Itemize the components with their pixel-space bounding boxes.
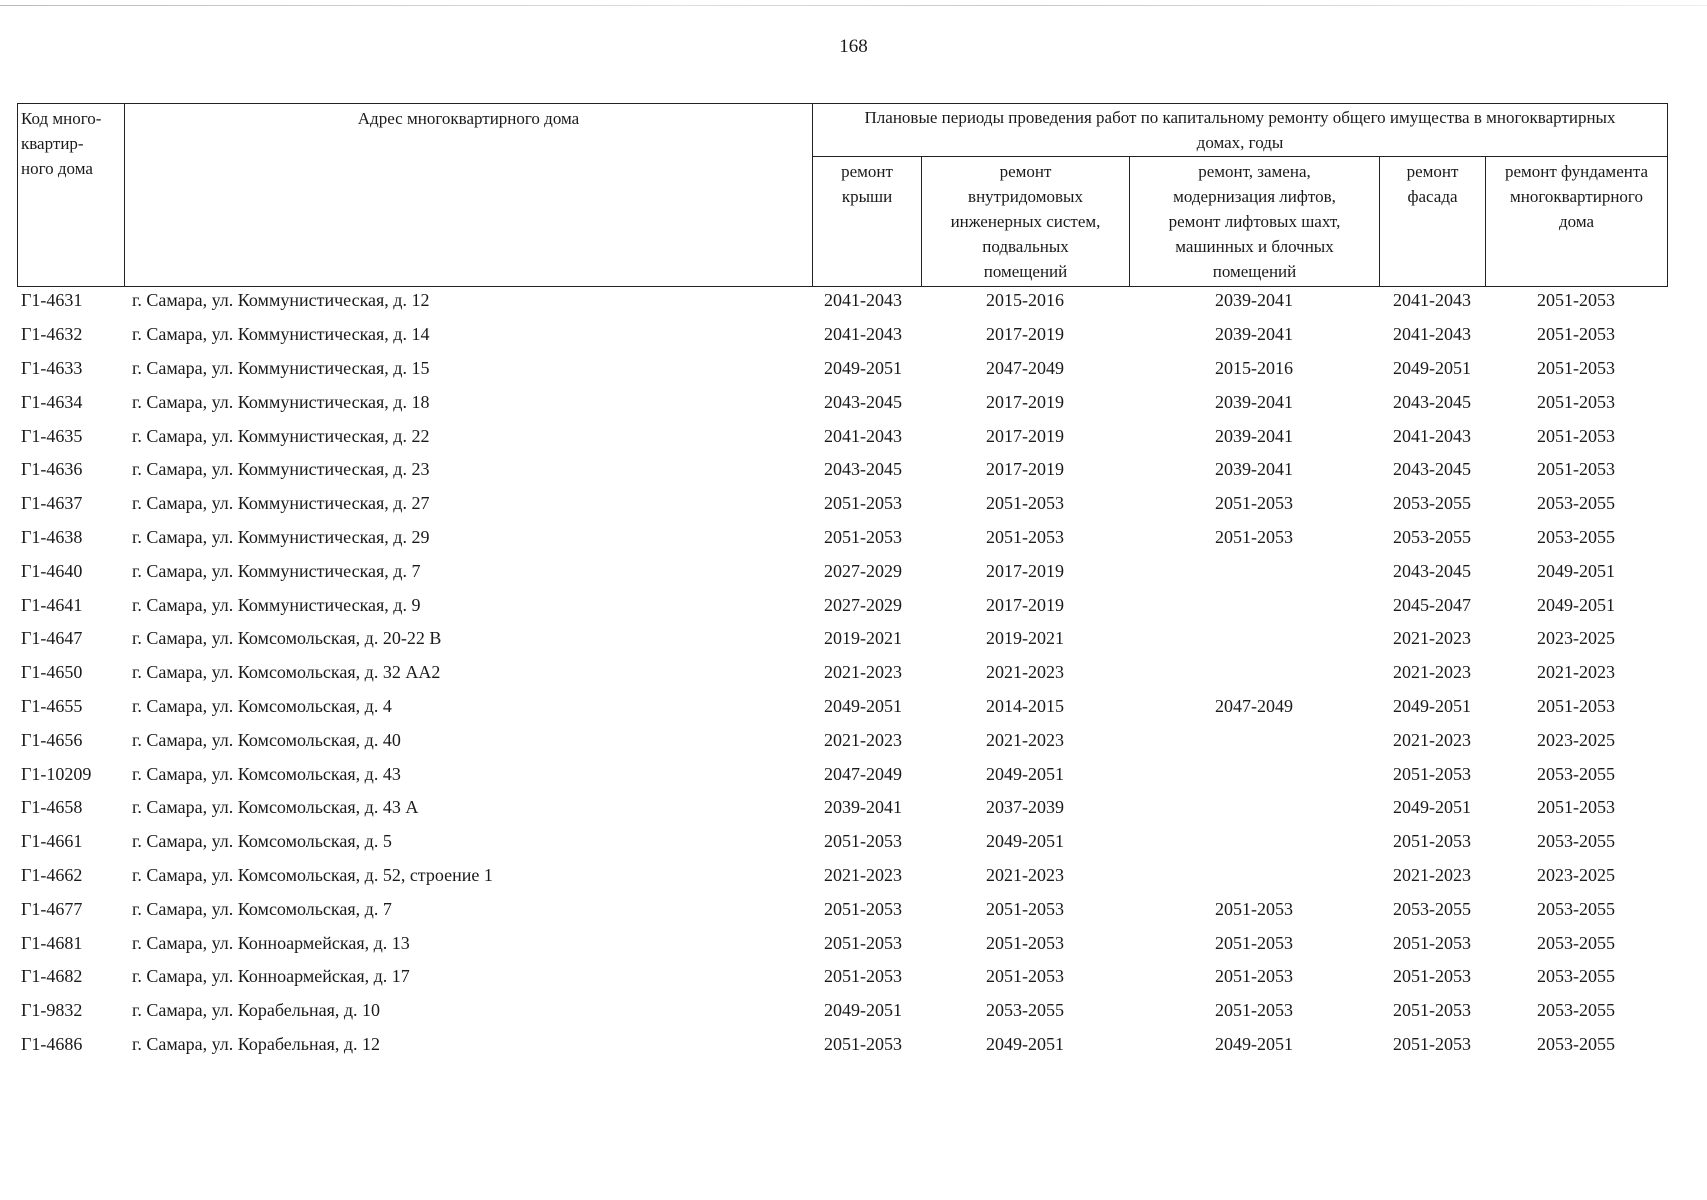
cell-elevators: 2051-2053 (1215, 1000, 1293, 1021)
cell-code: Г1-4641 (21, 594, 83, 615)
cell-address: г. Самара, ул. Комсомольская, д. 43 А (132, 797, 419, 818)
cell-code: Г1-4686 (21, 1033, 83, 1054)
cell-facade: 2053-2055 (1393, 493, 1471, 514)
cell-code: Г1-4631 (21, 290, 83, 311)
header-roof-label: ремонт крыши (841, 162, 893, 206)
header-periods-group (813, 104, 1668, 157)
cell-engineering: 2017-2019 (986, 560, 1064, 581)
cell-elevators: 2039-2041 (1215, 459, 1293, 480)
cell-code: Г1-4637 (21, 493, 83, 514)
cell-facade: 2043-2045 (1393, 391, 1471, 412)
cell-foundation: 2023-2025 (1537, 628, 1615, 649)
cell-facade: 2051-2053 (1393, 1000, 1471, 1021)
cell-code: Г1-4635 (21, 425, 83, 446)
cell-address: г. Самара, ул. Комсомольская, д. 4 (132, 695, 392, 716)
table-row (17, 284, 1667, 318)
cell-engineering: 2019-2021 (986, 628, 1064, 649)
cell-roof: 2041-2043 (824, 290, 902, 311)
header-facade (1380, 157, 1486, 287)
table-row (17, 1028, 1667, 1062)
cell-address: г. Самара, ул. Корабельная, д. 12 (132, 1033, 381, 1054)
cell-engineering: 2017-2019 (986, 459, 1064, 480)
cell-address: г. Самара, ул. Комсомольская, д. 32 АА2 (132, 662, 441, 683)
cell-address: г. Самара, ул. Комсомольская, д. 7 (132, 898, 392, 919)
table-row (17, 453, 1667, 487)
cell-facade: 2041-2043 (1393, 425, 1471, 446)
cell-elevators: 2015-2016 (1215, 357, 1293, 378)
cell-code: Г1-4636 (21, 459, 83, 480)
cell-roof: 2021-2023 (824, 864, 902, 885)
cell-roof: 2039-2041 (824, 797, 902, 818)
header-code-label: Код много- квартир- ного дома (21, 109, 102, 178)
table-row (17, 723, 1667, 757)
cell-facade: 2053-2055 (1393, 526, 1471, 547)
cell-roof: 2049-2051 (824, 1000, 902, 1021)
cell-code: Г1-4677 (21, 898, 83, 919)
cell-engineering: 2017-2019 (986, 594, 1064, 615)
table-row (17, 960, 1667, 994)
cell-code: Г1-4650 (21, 662, 83, 683)
cell-elevators: 2051-2053 (1215, 932, 1293, 953)
cell-engineering: 2051-2053 (986, 966, 1064, 987)
table-row (17, 825, 1667, 859)
cell-facade: 2021-2023 (1393, 729, 1471, 750)
table-row (17, 757, 1667, 791)
cell-engineering: 2051-2053 (986, 898, 1064, 919)
header-engineering (922, 157, 1130, 287)
cell-code: Г1-4682 (21, 966, 83, 987)
cell-engineering: 2014-2015 (986, 695, 1064, 716)
cell-engineering: 2051-2053 (986, 526, 1064, 547)
cell-facade: 2051-2053 (1393, 763, 1471, 784)
cell-foundation: 2049-2051 (1537, 560, 1615, 581)
cell-code: Г1-4656 (21, 729, 83, 750)
table-body (17, 284, 1667, 1061)
cell-code: Г1-4658 (21, 797, 83, 818)
cell-facade: 2043-2045 (1393, 459, 1471, 480)
table-row (17, 994, 1667, 1028)
cell-engineering: 2051-2053 (986, 932, 1064, 953)
header-engineering-label: ремонт внутридомовых инженерных систем, подвальных помещений (950, 162, 1101, 281)
cell-foundation: 2053-2055 (1537, 763, 1615, 784)
cell-roof: 2041-2043 (824, 425, 902, 446)
cell-address: г. Самара, ул. Коммунистическая, д. 27 (132, 493, 430, 514)
cell-code: Г1-4638 (21, 526, 83, 547)
cell-roof: 2051-2053 (824, 966, 902, 987)
cell-facade: 2049-2051 (1393, 695, 1471, 716)
cell-code: Г1-4661 (21, 831, 83, 852)
cell-roof: 2027-2029 (824, 560, 902, 581)
cell-facade: 2051-2053 (1393, 966, 1471, 987)
scan-artifact-line (0, 5, 1707, 6)
cell-code: Г1-4681 (21, 932, 83, 953)
cell-address: г. Самара, ул. Комсомольская, д. 40 (132, 729, 401, 750)
cell-roof: 2021-2023 (824, 662, 902, 683)
cell-facade: 2021-2023 (1393, 628, 1471, 649)
cell-foundation: 2053-2055 (1537, 493, 1615, 514)
table-row (17, 554, 1667, 588)
cell-foundation: 2049-2051 (1537, 594, 1615, 615)
table-row (17, 419, 1667, 453)
cell-foundation: 2051-2053 (1537, 324, 1615, 345)
cell-elevators (1129, 656, 1379, 690)
cell-code: Г1-10209 (21, 763, 92, 784)
cell-foundation: 2051-2053 (1537, 459, 1615, 480)
cell-engineering: 2049-2051 (986, 1033, 1064, 1054)
cell-engineering: 2053-2055 (986, 1000, 1064, 1021)
table-row (17, 385, 1667, 419)
cell-address: г. Самара, ул. Комсомольская, д. 5 (132, 831, 392, 852)
cell-code: Г1-4655 (21, 695, 83, 716)
cell-roof: 2051-2053 (824, 1033, 902, 1054)
cell-roof: 2043-2045 (824, 459, 902, 480)
cell-facade: 2049-2051 (1393, 797, 1471, 818)
cell-foundation: 2051-2053 (1537, 391, 1615, 412)
header-elevators-label: ремонт, замена, модернизация лифтов, ремонт лифтовых шахт, машинных и блочных помещений (1168, 162, 1341, 281)
cell-code: Г1-4647 (21, 628, 83, 649)
cell-elevators: 2039-2041 (1215, 290, 1293, 311)
cell-engineering: 2049-2051 (986, 763, 1064, 784)
cell-roof: 2051-2053 (824, 831, 902, 852)
cell-facade: 2049-2051 (1393, 357, 1471, 378)
cell-roof: 2041-2043 (824, 324, 902, 345)
cell-roof: 2019-2021 (824, 628, 902, 649)
header-foundation (1486, 157, 1668, 287)
table-row (17, 318, 1667, 352)
cell-engineering: 2015-2016 (986, 290, 1064, 311)
cell-address: г. Самара, ул. Коммунистическая, д. 22 (132, 425, 430, 446)
cell-code: Г1-4632 (21, 324, 83, 345)
cell-foundation: 2051-2053 (1537, 425, 1615, 446)
header-periods-label: Плановые периоды проведения работ по капитальному ремонту общего имущества в многоквартирных домах, годы (864, 108, 1616, 152)
cell-foundation: 2023-2025 (1537, 729, 1615, 750)
cell-facade: 2053-2055 (1393, 898, 1471, 919)
header-code (18, 104, 125, 287)
cell-address: г. Самара, ул. Комсомольская, д. 52, строение 1 (132, 864, 493, 885)
cell-foundation: 2051-2053 (1537, 695, 1615, 716)
page-number: 168 (839, 36, 868, 57)
cell-elevators: 2051-2053 (1215, 966, 1293, 987)
cell-engineering: 2017-2019 (986, 425, 1064, 446)
table-row (17, 892, 1667, 926)
cell-elevators (1129, 622, 1379, 656)
cell-address: г. Самара, ул. Корабельная, д. 10 (132, 1000, 381, 1021)
cell-roof: 2049-2051 (824, 695, 902, 716)
cell-foundation: 2051-2053 (1537, 357, 1615, 378)
cell-foundation: 2053-2055 (1537, 831, 1615, 852)
header-elevators (1130, 157, 1380, 287)
cell-foundation: 2053-2055 (1537, 1033, 1615, 1054)
cell-facade: 2041-2043 (1393, 290, 1471, 311)
cell-facade: 2043-2045 (1393, 560, 1471, 581)
cell-roof: 2047-2049 (824, 763, 902, 784)
table-row (17, 690, 1667, 724)
cell-roof: 2051-2053 (824, 493, 902, 514)
cell-engineering: 2021-2023 (986, 864, 1064, 885)
cell-roof: 2021-2023 (824, 729, 902, 750)
cell-address: г. Самара, ул. Коммунистическая, д. 9 (132, 594, 421, 615)
cell-code: Г1-4640 (21, 560, 83, 581)
cell-address: г. Самара, ул. Коммунистическая, д. 23 (132, 459, 430, 480)
header-address-label: Адрес многоквартирного дома (357, 109, 580, 128)
cell-foundation: 2053-2055 (1537, 932, 1615, 953)
cell-elevators: 2039-2041 (1215, 425, 1293, 446)
cell-address: г. Самара, ул. Коммунистическая, д. 29 (132, 526, 430, 547)
cell-facade: 2051-2053 (1393, 932, 1471, 953)
cell-code: Г1-4662 (21, 864, 83, 885)
cell-foundation: 2053-2055 (1537, 526, 1615, 547)
cell-elevators: 2047-2049 (1215, 695, 1293, 716)
cell-elevators: 2051-2053 (1215, 526, 1293, 547)
cell-foundation: 2051-2053 (1537, 797, 1615, 818)
cell-foundation: 2053-2055 (1537, 966, 1615, 987)
cell-address: г. Самара, ул. Конноармейская, д. 13 (132, 932, 410, 953)
cell-elevators: 2049-2051 (1215, 1033, 1293, 1054)
cell-facade: 2051-2053 (1393, 1033, 1471, 1054)
cell-code: Г1-4633 (21, 357, 83, 378)
cell-elevators: 2039-2041 (1215, 324, 1293, 345)
cell-address: г. Самара, ул. Коммунистическая, д. 12 (132, 290, 430, 311)
cell-engineering: 2021-2023 (986, 662, 1064, 683)
cell-code: Г1-9832 (21, 1000, 83, 1021)
cell-address: г. Самара, ул. Комсомольская, д. 43 (132, 763, 401, 784)
table-row (17, 622, 1667, 656)
header-roof (813, 157, 922, 287)
table-row (17, 791, 1667, 825)
cell-foundation: 2051-2053 (1537, 290, 1615, 311)
cell-address: г. Самара, ул. Коммунистическая, д. 18 (132, 391, 430, 412)
cell-engineering: 2049-2051 (986, 831, 1064, 852)
cell-elevators (1129, 825, 1379, 859)
cell-engineering: 2047-2049 (986, 357, 1064, 378)
cell-engineering: 2021-2023 (986, 729, 1064, 750)
cell-elevators (1129, 791, 1379, 825)
table-row (17, 859, 1667, 893)
table-header (17, 103, 1668, 287)
cell-engineering: 2017-2019 (986, 324, 1064, 345)
cell-facade: 2045-2047 (1393, 594, 1471, 615)
cell-address: г. Самара, ул. Коммунистическая, д. 15 (132, 357, 430, 378)
cell-address: г. Самара, ул. Коммунистическая, д. 7 (132, 560, 421, 581)
cell-facade: 2051-2053 (1393, 831, 1471, 852)
cell-facade: 2041-2043 (1393, 324, 1471, 345)
table-row (17, 926, 1667, 960)
table-row (17, 656, 1667, 690)
cell-facade: 2021-2023 (1393, 864, 1471, 885)
table-row (17, 521, 1667, 555)
cell-foundation: 2053-2055 (1537, 1000, 1615, 1021)
table-row (17, 352, 1667, 386)
cell-engineering: 2051-2053 (986, 493, 1064, 514)
cell-elevators (1129, 554, 1379, 588)
cell-roof: 2027-2029 (824, 594, 902, 615)
cell-roof: 2051-2053 (824, 898, 902, 919)
cell-roof: 2049-2051 (824, 357, 902, 378)
cell-elevators: 2039-2041 (1215, 391, 1293, 412)
cell-foundation: 2023-2025 (1537, 864, 1615, 885)
header-address (125, 104, 813, 287)
header-facade-label: ремонт фасада (1406, 162, 1459, 206)
cell-foundation: 2053-2055 (1537, 898, 1615, 919)
cell-elevators: 2051-2053 (1215, 898, 1293, 919)
cell-roof: 2043-2045 (824, 391, 902, 412)
cell-elevators (1129, 588, 1379, 622)
cell-facade: 2021-2023 (1393, 662, 1471, 683)
cell-roof: 2051-2053 (824, 526, 902, 547)
cell-elevators: 2051-2053 (1215, 493, 1293, 514)
cell-address: г. Самара, ул. Комсомольская, д. 20-22 В (132, 628, 442, 649)
cell-elevators (1129, 723, 1379, 757)
cell-address: г. Самара, ул. Конноармейская, д. 17 (132, 966, 410, 987)
cell-elevators (1129, 859, 1379, 893)
cell-code: Г1-4634 (21, 391, 83, 412)
cell-engineering: 2037-2039 (986, 797, 1064, 818)
table-row (17, 588, 1667, 622)
header-foundation-label: ремонт фундамента многоквартирного дома (1504, 162, 1649, 231)
cell-engineering: 2017-2019 (986, 391, 1064, 412)
cell-roof: 2051-2053 (824, 932, 902, 953)
table-row (17, 487, 1667, 521)
cell-elevators (1129, 757, 1379, 791)
cell-address: г. Самара, ул. Коммунистическая, д. 14 (132, 324, 430, 345)
cell-foundation: 2021-2023 (1537, 662, 1615, 683)
